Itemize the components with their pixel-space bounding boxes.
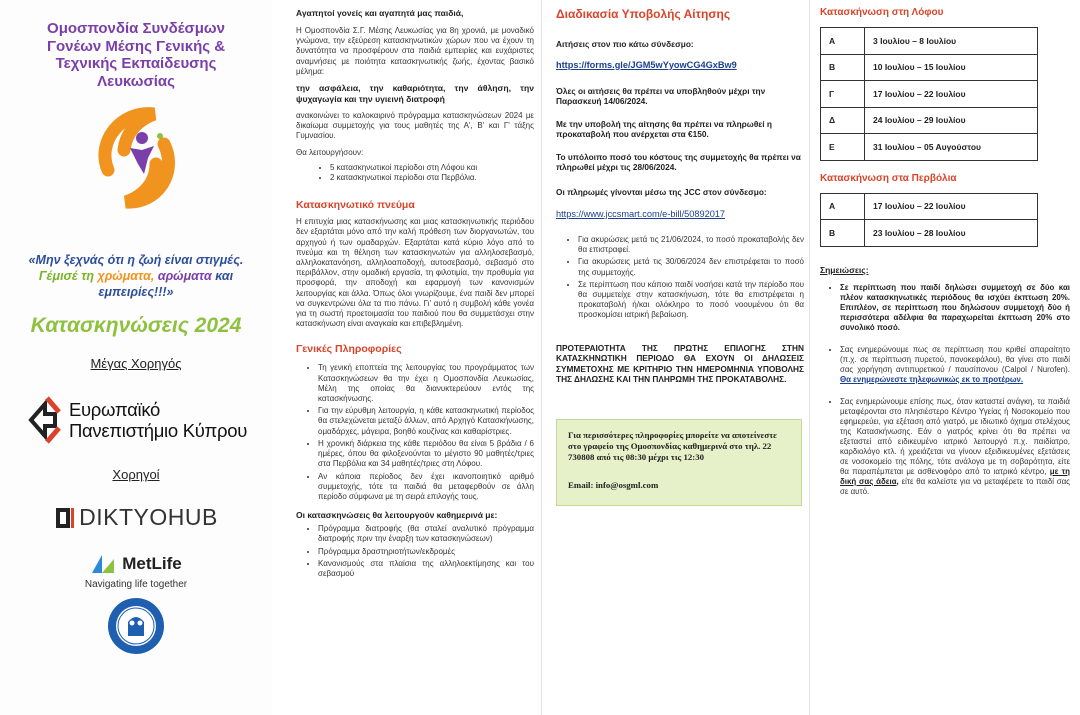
info-box	[556, 419, 802, 507]
cover-panel	[0, 0, 272, 715]
spirit-heading: Κατασκηνωτικό πνεύμα	[296, 199, 415, 212]
table-row: Α 3 Ιουλίου – 8 Ιουλίου	[821, 28, 1038, 55]
announcement: ανακοινώνει το καλοκαιρινό πρόγραμμα κατασκηνώσεων 2024 με δικαίωμα συμμετοχής για τους μαθητές της Α', Β' και Γ' τάξης Γυμνασίου.	[296, 111, 534, 141]
form-link[interactable]: https://forms.gle/JGM5wYyowCG4GxBw9	[556, 59, 737, 70]
euc-name-line1: Ευρωπαϊκό	[68, 399, 161, 420]
priorities: την ασφάλεια, την καθαριότητα, την άθληση, την ψυχαγωγία και την υγιεινή διατροφή	[296, 83, 534, 105]
intro-paragraph: Η Ομοσπονδία Σ.Γ. Μέσης Λευκωσίας για 8η χρονιά, με μοναδικό γνώμονα, την εξεύρεση κατασκηνωτικών χώρων που να έχουν τη δυνατότητα να προσφέρουν στα παιδιά εμπειρίες και ευχάριστες αναμνήσεις με ποιότητα κατασκηνωτικής ζωής, έχοντας βασικό μέλημα:	[296, 26, 534, 76]
organization-title: Ομοσπονδία Συνδέσμων Γονέων Μέσης Γενικής & Τεχνικής Εκπαίδευσης Λευκωσίας	[46, 20, 226, 90]
metlife-mark-icon	[90, 553, 116, 575]
list-item: • Κανονισμούς στα πλαίσια της αλληλοεκτίμησης και του σεβασμού	[318, 559, 534, 579]
list-item: • Πρόγραμμα δραστηριοτήτων/εκδρομές	[318, 547, 534, 557]
table-row: Α 17 Ιουλίου – 22 Ιουλίου	[821, 193, 1038, 220]
list-item: • Για ακυρώσεις μετά τις 30/06/2024 δεν επιστρέφεται το ποσό της συμμετοχής.	[578, 257, 804, 277]
euc-mark-icon	[25, 390, 61, 450]
list-item: • Πρόγραμμα διατροφής (θα σταλεί αναλυτικό πρόγραμμα διατροφής πριν την έναρξη των κατασκηνώσεων)	[318, 524, 534, 544]
notes-list	[820, 283, 1070, 497]
table-row: Β 23 Ιουλίου – 28 Ιουλίου	[821, 220, 1038, 247]
daily-label: Οι κατασκηνώσεις θα λειτουργούν καθημερινά με:	[296, 510, 498, 521]
diktyohub-name: DIKTYOHUB	[79, 504, 218, 530]
schedule-panel	[810, 0, 1080, 715]
major-sponsor-label: Μέγας Χορηγός	[90, 356, 182, 371]
list-item: • Τη γενική εποπτεία της λειτουργίας του προγράμματος των Κατασκηνώσεων θα την έχει η Ομοσπονδία Λευκωσίας, Μέλη της οποίας θα διανυκτερεύουν εντός της κατασκήνωσης.	[318, 363, 534, 404]
intro-panel	[272, 0, 542, 715]
metlife-logo	[0, 553, 272, 575]
info-text: Για περισσότερες πληροφορίες μπορείτε να αποτείνεστε στο γραφείο της Ομοσπονδίας καθημερινά στο τηλ. 22 730808 από τις 08:30 μέχρι τις 12:30	[568, 429, 777, 463]
diktyohub-logo	[0, 504, 272, 531]
diktyohub-mark-icon	[54, 506, 76, 530]
euc-logo	[16, 385, 256, 455]
payments-text: Οι πληρωμές γίνονται μέσω της JCC στον σύνδεσμο:	[556, 186, 767, 197]
cancellation-list	[556, 235, 804, 321]
table-row: Β 10 Ιουλίου – 15 Ιουλίου	[821, 54, 1038, 81]
list-item: • Σε περίπτωση που παιδί δηλώσει συμμετοχή σε δύο και πλέον κατασκηνωτικές περιόδους θα ισχύει έκπτωση 20%. Επιπλέον, σε περίπτωση που δηλώσουν συμμετοχή δύο ή περισσότερα αδέλφια θα παραχωρείται έκπτωση 20% στο συνολικό ποσό.	[840, 283, 1070, 333]
operate-list	[296, 163, 534, 183]
operate-label: Θα λειτουργήσουν:	[296, 147, 364, 157]
lofou-heading: Κατασκήνωση στη Λόφου	[820, 7, 944, 18]
list-item: • Η χρονική διάρκεια της κάθε περιόδου θα είναι 5 βράδια / 6 ημέρες, όπου θα φιλοξενούνται το μέγιστο 90 μαθητές/τριες στα Περβόλια και 34 μαθητές/τριες στη Λόφου.	[318, 439, 534, 470]
application-heading: Διαδικασία Υποβολής Αίτησης	[556, 7, 731, 21]
camps-title: Κατασκηνώσεις 2024	[30, 314, 242, 337]
list-item: • Σε περίπτωση που κάποιο παιδί νοσήσει κατά την περίοδο που θα συμμετείχε στην κατασκήνωση, τότε θα επιστρέφεται η προκαταβολή ή/και ολόκληρο το ποσό νοουμένου ότι θα προσκομίσει ιατρική βεβαίωση.	[578, 280, 804, 321]
application-panel	[542, 0, 810, 715]
table-row: Δ 24 Ιουλίου – 29 Ιουλίου	[821, 107, 1038, 134]
pervolia-heading: Κατασκήνωση στα Περβόλια	[820, 172, 957, 184]
list-item: • 5 κατασκηνωτικοί περίοδοι στη Λόφου και	[330, 163, 534, 173]
list-item: • Για ακυρώσεις μετά τις 21/06/2024, το ποσό προκαταβολής δεν θα επιστραφεί.	[578, 235, 804, 255]
balance-text: Το υπόλοιπο ποσό του κόστους της συμμετοχής θα πρέπει να πληρωθεί μέχρι τις 28/06/2024.	[556, 151, 801, 172]
sponsors-label: Χορηγοί	[112, 467, 160, 482]
general-info-list	[296, 363, 534, 502]
spirit-paragraph: Η επιτυχία μιας κατασκήνωσης και μιας κατασκηνωτικής περιόδου δεν εξαρτάται μόνο από την καλή πρόθεση των διοργανωτών, του αρχηγού ή των ομαδαρχών. Εξαρτάται κατά κύριο λόγο από το πνεύμα και τη θέληση των κατασκηνωτών για αλληλοσεβασμό, αλληλοκατανόηση, αλληλοαποδοχή, αυτοσεβασμό, σεβασμό στο περιβάλλον, στην ομαδική εργασία, τη φιλοτιμία, την προθυμία για προσφορά, την αποδοχή και εφαρμογή των κανονισμών λειτουργίας και άλλα. Όπως όλοι γνωρίζουμε, ένα παιδί δεν μπορεί να συγκεντρώνει όλα τα πιο πάνω. Γι' αυτό η συμβολή κάθε γονέα για τη σωστή προετοιμασία του παιδιού που θα συμμετάσχει στην κατασκήνωση είναι αναγκαία και επιβεβλημένη.	[296, 217, 534, 329]
table-row: Ε 31 Ιουλίου – 05 Αυγούστου	[821, 134, 1038, 161]
jcc-link[interactable]: https://www.jccsmart.com/e-bill/50892017	[556, 209, 726, 219]
metlife-name: MetLife	[122, 554, 182, 573]
list-item: • Σας ενημερώνουμε πως σε περίπτωση που κριθεί απαραίτητο (π.χ. σε περίπτωση πυρετού, πονοκεφάλου), θα γίνει στο παιδί σας χορήγηση αντιπυρετικού / παυσίπονου (Calpol / Nurofen). Θα ενημερώνεστε τηλεφωνικώς εκ το προτέρων.	[840, 345, 1070, 385]
motto-quote: «Μην ξεχνάς ότι η ζωή είναι στιγμές. Γέμισέ τη χρώματα, αρώματα και εμπειρίες!!!»	[28, 253, 244, 299]
list-item: • Για την εύρυθμη λειτουργία, η κάθε κατασκηνωτική περίοδος θα στελεχώνεται μεταξύ άλλων, από Αρχηγό Κατασκήνωσης, ομαδάρχες, μάγειρα, βοηθό κουζίνας και καθαρίστριες.	[318, 406, 534, 437]
greeting: Αγαπητοί γονείς και αγαπητά μας παιδιά,	[296, 8, 464, 18]
deposit-text: Με την υποβολή της αίτησης θα πρέπει να πληρωθεί η προκαταβολή που ανέρχεται στα €150.	[556, 118, 772, 139]
table-row: Γ 17 Ιουλίου – 22 Ιουλίου	[821, 81, 1038, 108]
list-item: • Σας ενημερώνουμε επίσης πως, όταν καταστεί ανάγκη, τα παιδιά μεταφέρονται στο πλησιέστερο Κέντρο Υγείας ή Νοσοκομείο που εφημερεύει, για εξέταση από γιατρό, με ιδιωτικό όχημα στελέχους της Κατασκήνωσης. Εάν ο γιατρός κρίνει ότι θα πρέπει να εξεταστεί από ειδικευμένο ιατρικό λειτουργό π.χ. παιδίατρο, καρδιολόγο κτλ. ή χρειάζεται να γίνουν εξειδικευμένες εξετάσεις σε νοσοκομείο της πόλης, τότε ανάλογα με τη σοβαρότητα, είτε θα παραπέμπεται με ασθενοφόρο από το ιατρικό κέντρο, με τη δική σας άδεια, είτε θα καλείστε για να μεταφέρετε το παιδί σας σε αυτό.	[840, 397, 1070, 497]
list-item: • Αν κάποια περίοδος δεν έχει ικανοποιητικό αριθμό συμμετοχής, τότε τα παιδιά θα μεταφερθούν σε άλλη περίοδο σύμφωνα με τη σειρά επιλογής τους.	[318, 472, 534, 503]
euc-name-line2: Πανεπιστήμιο Κύπρου	[68, 420, 248, 441]
lofou-table	[820, 27, 1038, 161]
notes-heading: Σημειώσεις:	[820, 264, 869, 275]
pervolia-table	[820, 193, 1038, 247]
federation-seal-icon	[106, 596, 166, 656]
priority-notice: ΠΡΟΤΕΡΑΙΟΤΗΤΑ ΤΗΣ ΠΡΩΤΗΣ ΕΠΙΛΟΓΗΣ ΣΤΗΝ ΚΑΤΑΣΚΗΝΩΤΙΚΗ ΠΕΡΙΟΔΟ ΘΑ ΕΧΟΥΝ ΟΙ ΔΗΛΩΣΕΙΣ ΣΥΜΜΕΤΟΧΗΣ ΜΕ ΚΡΙΤΗΡΙΟ ΤΗΝ ΗΜΕΡΟΜΗΝΙΑ ΥΠΟΒΟΛΗΣ ΤΗΣ ΔΗΛΩΣΗΣ ΚΑΙ ΤΗΝ ΠΛΗΡΩΜΗ ΤΗΣ ΠΡΟΚΑΤΑΒΟΛΗΣ.	[556, 342, 804, 385]
daily-list	[296, 524, 534, 579]
list-item: • 2 κατασκηνωτικοί περίοδοι στα Περβόλια.	[330, 173, 534, 183]
deadline-text: Όλες οι αιτήσεις θα πρέπει να υποβληθούν μέχρι την Παρασκευή 14/06/2024.	[556, 85, 766, 106]
metlife-tagline: Navigating life together	[84, 579, 188, 590]
general-info-heading: Γενικές Πληροφορίες	[296, 343, 402, 356]
federation-logo-icon	[86, 102, 186, 212]
email-text[interactable]: Email: info@osgml.com	[568, 479, 659, 490]
apply-label: Αιτήσεις στον πιο κάτω σύνδεσμο:	[556, 39, 694, 49]
